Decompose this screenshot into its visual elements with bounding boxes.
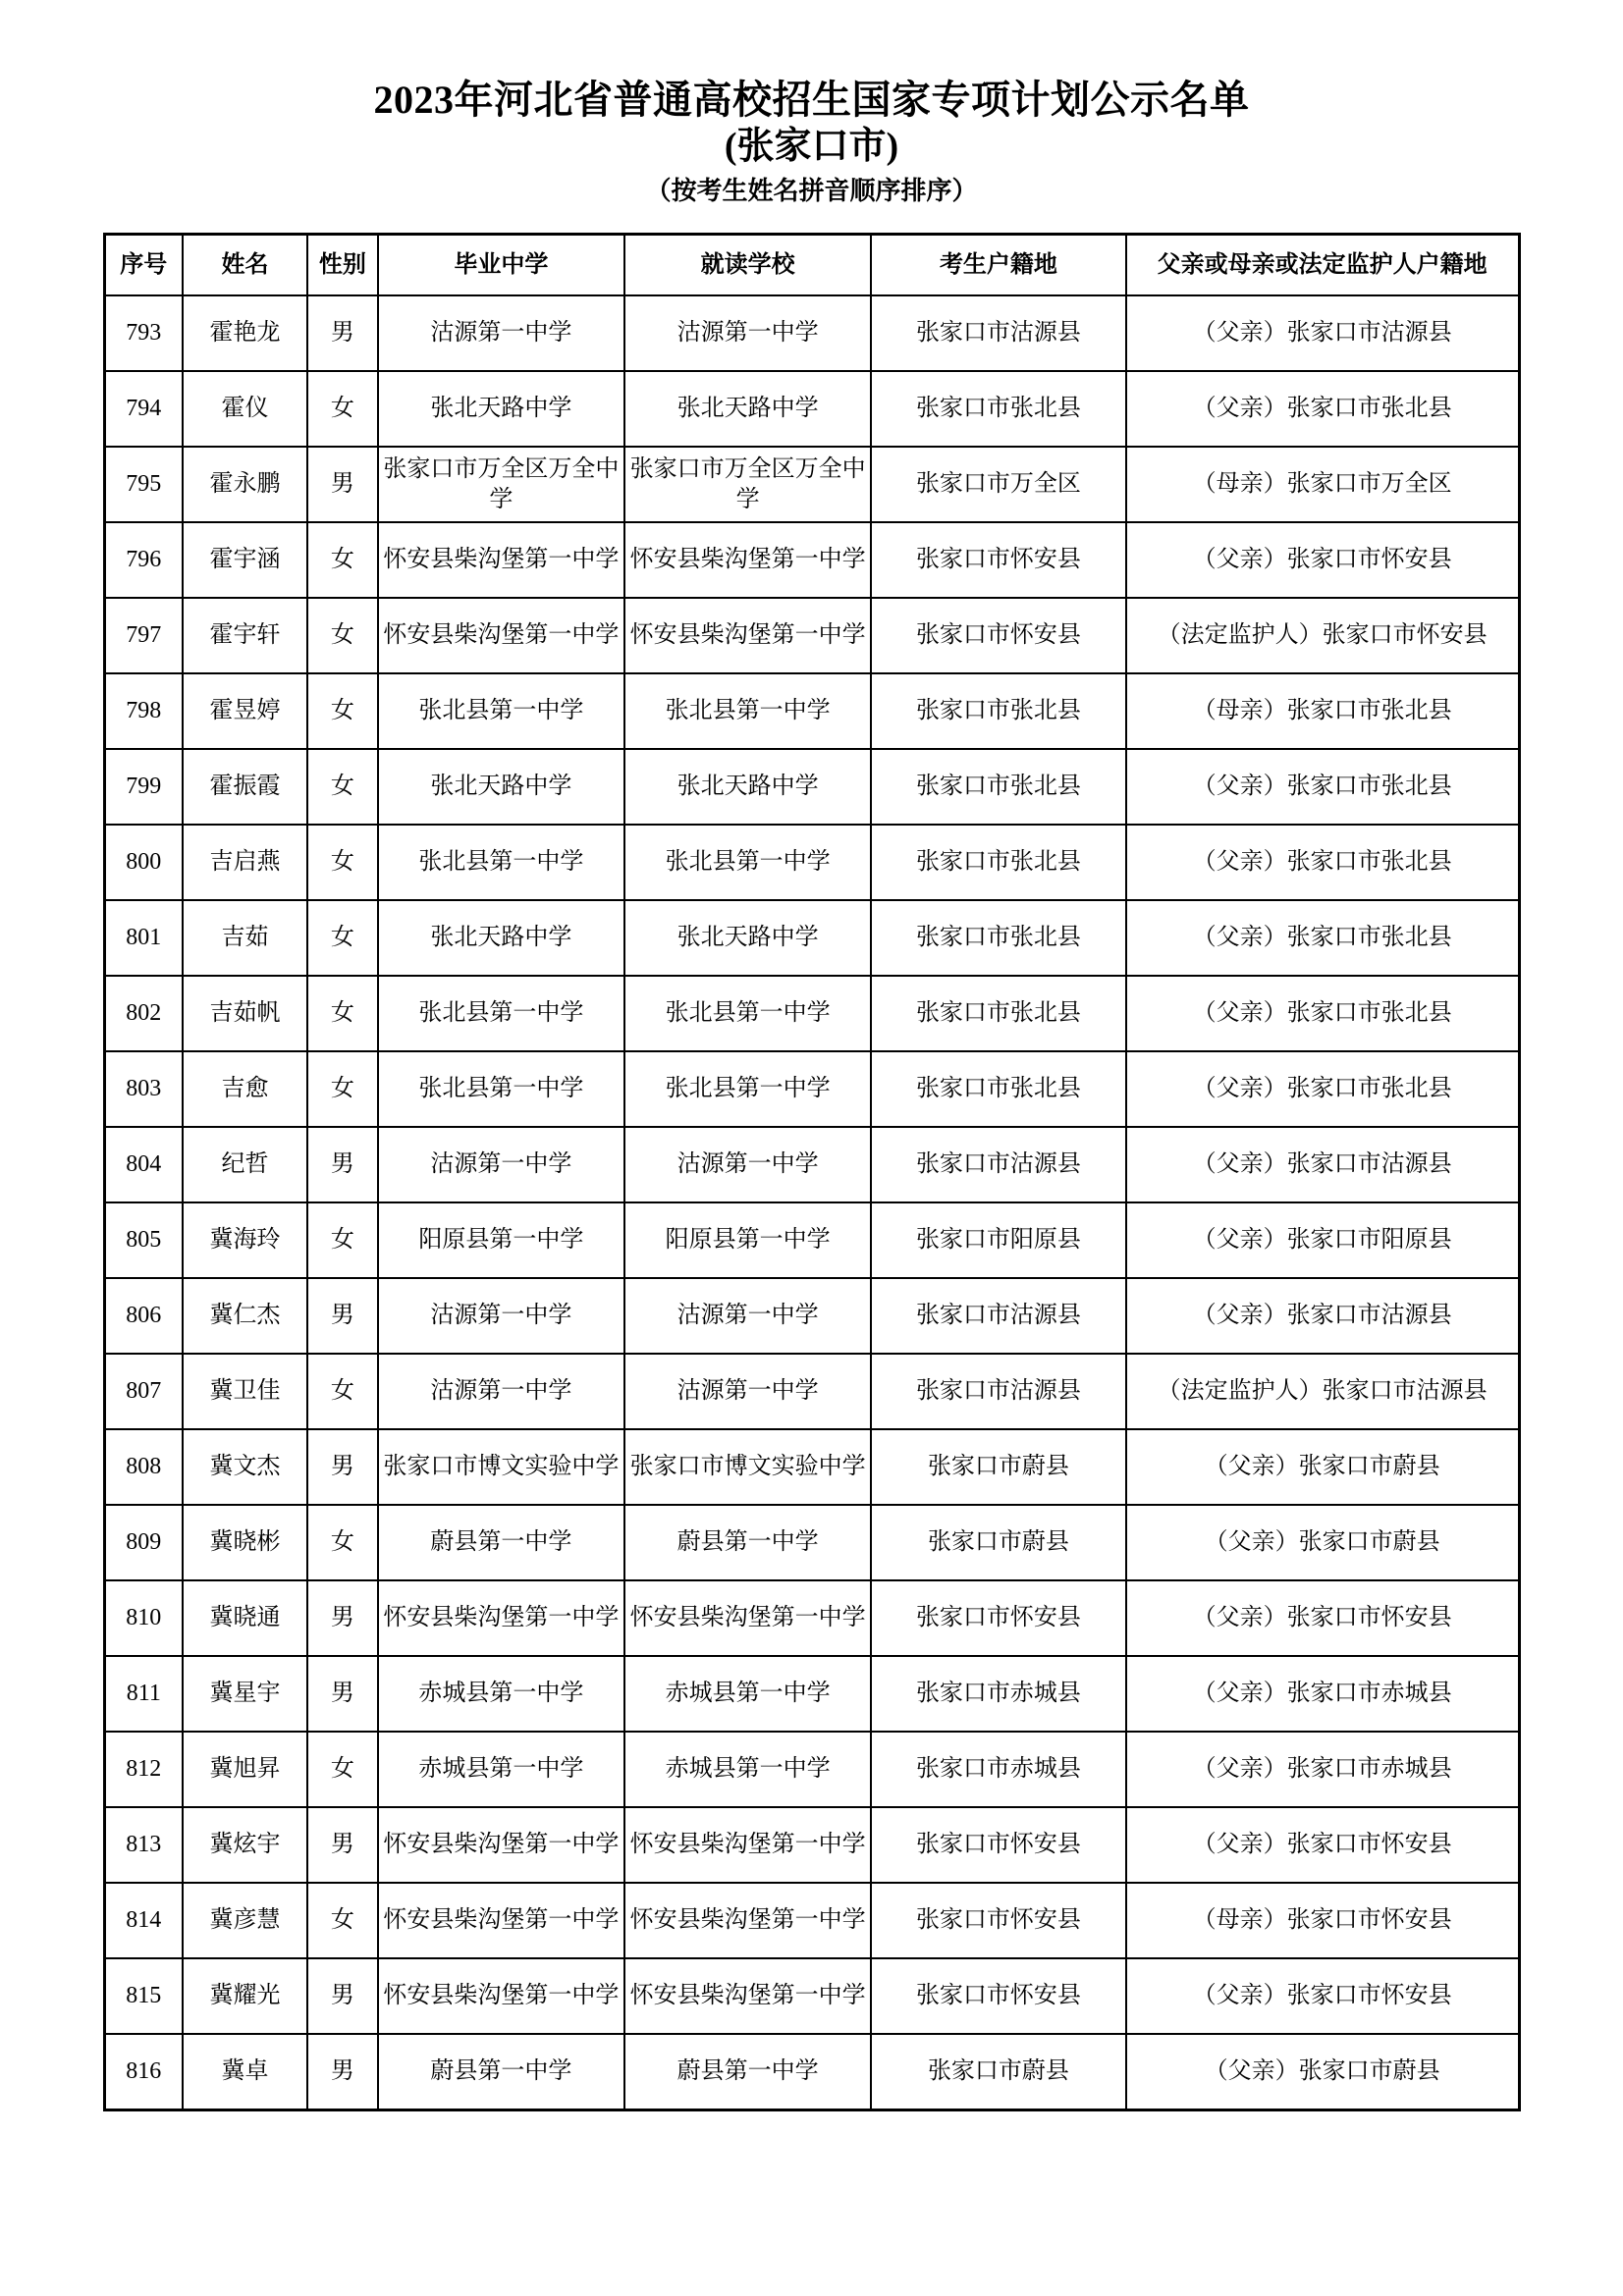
- cell-student-hukou: 张家口市怀安县: [871, 1883, 1125, 1958]
- cell-graduated-school: 怀安县柴沟堡第一中学: [378, 598, 624, 673]
- table-row: [104, 1732, 1519, 1807]
- cell-graduated-school: 蔚县第一中学: [378, 2034, 624, 2110]
- cell-graduated-school: 沽源第一中学: [378, 1127, 624, 1202]
- cell-seq: 807: [104, 1354, 183, 1429]
- cell-seq: 796: [104, 522, 183, 598]
- cell-guardian-hukou: （父亲）张家口市沽源县: [1126, 1127, 1519, 1202]
- cell-student-hukou: 张家口市张北县: [871, 900, 1125, 976]
- cell-seq: 814: [104, 1883, 183, 1958]
- cell-seq: 800: [104, 825, 183, 900]
- cell-seq: 811: [104, 1656, 183, 1732]
- cell-student-hukou: 张家口市沽源县: [871, 1278, 1125, 1354]
- cell-graduated-school: 沽源第一中学: [378, 1354, 624, 1429]
- table-row: [104, 1580, 1519, 1656]
- cell-guardian-hukou: （父亲）张家口市阳原县: [1126, 1202, 1519, 1278]
- table-row: [104, 1807, 1519, 1883]
- sort-order-note: （按考生姓名拼音顺序排序）: [645, 176, 978, 205]
- cell-seq: 799: [104, 749, 183, 825]
- cell-graduated-school: 怀安县柴沟堡第一中学: [378, 1883, 624, 1958]
- cell-study-school: 怀安县柴沟堡第一中学: [624, 598, 871, 673]
- cell-study-school: 怀安县柴沟堡第一中学: [624, 1958, 871, 2034]
- cell-study-school: 张北天路中学: [624, 371, 871, 447]
- cell-guardian-hukou: （父亲）张家口市蔚县: [1126, 1505, 1519, 1580]
- cell-student-hukou: 张家口市蔚县: [871, 2034, 1125, 2110]
- cell-seq: 815: [104, 1958, 183, 2034]
- cell-gender: 女: [307, 371, 378, 447]
- cell-gender: 女: [307, 1732, 378, 1807]
- table-row: [104, 1505, 1519, 1580]
- cell-seq: 801: [104, 900, 183, 976]
- table-row: [104, 522, 1519, 598]
- cell-gender: 男: [307, 1127, 378, 1202]
- column-header-seq: 序号: [104, 235, 183, 296]
- cell-student-hukou: 张家口市张北县: [871, 976, 1125, 1051]
- table-row: [104, 825, 1519, 900]
- cell-seq: 808: [104, 1429, 183, 1505]
- cell-study-school: 张北县第一中学: [624, 825, 871, 900]
- cell-gender: 女: [307, 1051, 378, 1127]
- cell-seq: 795: [104, 447, 183, 522]
- cell-name: 霍昱婷: [183, 673, 307, 749]
- cell-name: 冀耀光: [183, 1958, 307, 2034]
- column-header-name: 姓名: [183, 235, 307, 296]
- cell-study-school: 蔚县第一中学: [624, 2034, 871, 2110]
- cell-study-school: 沽源第一中学: [624, 1278, 871, 1354]
- cell-seq: 797: [104, 598, 183, 673]
- cell-gender: 男: [307, 1278, 378, 1354]
- table-row: [104, 1958, 1519, 2034]
- cell-study-school: 赤城县第一中学: [624, 1732, 871, 1807]
- cell-name: 纪哲: [183, 1127, 307, 1202]
- cell-study-school: 沽源第一中学: [624, 1354, 871, 1429]
- cell-name: 霍振霞: [183, 749, 307, 825]
- table-header: [104, 235, 1519, 296]
- cell-student-hukou: 张家口市张北县: [871, 371, 1125, 447]
- table-row: [104, 1883, 1519, 1958]
- cell-graduated-school: 赤城县第一中学: [378, 1656, 624, 1732]
- cell-guardian-hukou: （父亲）张家口市张北县: [1126, 825, 1519, 900]
- cell-seq: 816: [104, 2034, 183, 2110]
- cell-seq: 794: [104, 371, 183, 447]
- cell-student-hukou: 张家口市沽源县: [871, 1354, 1125, 1429]
- cell-name: 冀晓通: [183, 1580, 307, 1656]
- cell-gender: 女: [307, 900, 378, 976]
- cell-guardian-hukou: （母亲）张家口市万全区: [1126, 447, 1519, 522]
- cell-seq: 813: [104, 1807, 183, 1883]
- column-header-gender: 性别: [307, 235, 378, 296]
- cell-graduated-school: 赤城县第一中学: [378, 1732, 624, 1807]
- cell-seq: 804: [104, 1127, 183, 1202]
- cell-seq: 810: [104, 1580, 183, 1656]
- cell-name: 霍永鹏: [183, 447, 307, 522]
- cell-seq: 809: [104, 1505, 183, 1580]
- column-header-study-school: 就读学校: [624, 235, 871, 296]
- cell-student-hukou: 张家口市阳原县: [871, 1202, 1125, 1278]
- cell-graduated-school: 张北县第一中学: [378, 1051, 624, 1127]
- cell-gender: 女: [307, 976, 378, 1051]
- table-row: [104, 371, 1519, 447]
- cell-guardian-hukou: （法定监护人）张家口市怀安县: [1126, 598, 1519, 673]
- cell-gender: 女: [307, 1354, 378, 1429]
- cell-name: 冀仁杰: [183, 1278, 307, 1354]
- cell-guardian-hukou: （父亲）张家口市赤城县: [1126, 1656, 1519, 1732]
- cell-gender: 男: [307, 1580, 378, 1656]
- cell-name: 吉茹: [183, 900, 307, 976]
- cell-graduated-school: 张北天路中学: [378, 900, 624, 976]
- cell-name: 冀星宇: [183, 1656, 307, 1732]
- cell-name: 冀海玲: [183, 1202, 307, 1278]
- cell-gender: 男: [307, 447, 378, 522]
- cell-name: 吉愈: [183, 1051, 307, 1127]
- cell-guardian-hukou: （父亲）张家口市蔚县: [1126, 2034, 1519, 2110]
- cell-guardian-hukou: （父亲）张家口市张北县: [1126, 1051, 1519, 1127]
- cell-name: 冀文杰: [183, 1429, 307, 1505]
- cell-guardian-hukou: （父亲）张家口市怀安县: [1126, 522, 1519, 598]
- cell-seq: 806: [104, 1278, 183, 1354]
- table-row: [104, 447, 1519, 522]
- cell-graduated-school: 沽源第一中学: [378, 1278, 624, 1354]
- cell-study-school: 张北天路中学: [624, 749, 871, 825]
- cell-graduated-school: 蔚县第一中学: [378, 1505, 624, 1580]
- cell-name: 霍宇轩: [183, 598, 307, 673]
- cell-graduated-school: 阳原县第一中学: [378, 1202, 624, 1278]
- cell-student-hukou: 张家口市怀安县: [871, 1580, 1125, 1656]
- cell-student-hukou: 张家口市沽源县: [871, 1127, 1125, 1202]
- cell-seq: 798: [104, 673, 183, 749]
- cell-student-hukou: 张家口市万全区: [871, 447, 1125, 522]
- cell-seq: 812: [104, 1732, 183, 1807]
- table-header-row: [104, 235, 1519, 296]
- cell-graduated-school: 张北天路中学: [378, 749, 624, 825]
- cell-graduated-school: 张家口市博文实验中学: [378, 1429, 624, 1505]
- cell-guardian-hukou: （母亲）张家口市张北县: [1126, 673, 1519, 749]
- cell-study-school: 赤城县第一中学: [624, 1656, 871, 1732]
- cell-graduated-school: 张北天路中学: [378, 371, 624, 447]
- cell-student-hukou: 张家口市沽源县: [871, 295, 1125, 371]
- cell-guardian-hukou: （父亲）张家口市怀安县: [1126, 1580, 1519, 1656]
- cell-gender: 女: [307, 1202, 378, 1278]
- table-row: [104, 2034, 1519, 2110]
- cell-name: 吉茹帆: [183, 976, 307, 1051]
- table-row: [104, 1429, 1519, 1505]
- cell-guardian-hukou: （父亲）张家口市张北县: [1126, 900, 1519, 976]
- cell-guardian-hukou: （父亲）张家口市张北县: [1126, 371, 1519, 447]
- cell-guardian-hukou: （母亲）张家口市怀安县: [1126, 1883, 1519, 1958]
- cell-gender: 男: [307, 295, 378, 371]
- cell-name: 霍仪: [183, 371, 307, 447]
- cell-gender: 女: [307, 598, 378, 673]
- cell-graduated-school: 怀安县柴沟堡第一中学: [378, 522, 624, 598]
- cell-gender: 男: [307, 1807, 378, 1883]
- cell-name: 吉启燕: [183, 825, 307, 900]
- cell-gender: 男: [307, 1656, 378, 1732]
- cell-study-school: 张北县第一中学: [624, 673, 871, 749]
- table-row: [104, 1051, 1519, 1127]
- cell-graduated-school: 怀安县柴沟堡第一中学: [378, 1807, 624, 1883]
- cell-study-school: 怀安县柴沟堡第一中学: [624, 522, 871, 598]
- cell-study-school: 张北县第一中学: [624, 976, 871, 1051]
- cell-study-school: 怀安县柴沟堡第一中学: [624, 1807, 871, 1883]
- cell-seq: 802: [104, 976, 183, 1051]
- table-body: [104, 295, 1519, 2110]
- cell-student-hukou: 张家口市张北县: [871, 825, 1125, 900]
- cell-gender: 男: [307, 1429, 378, 1505]
- cell-guardian-hukou: （父亲）张家口市张北县: [1126, 976, 1519, 1051]
- cell-student-hukou: 张家口市蔚县: [871, 1505, 1125, 1580]
- cell-guardian-hukou: （父亲）张家口市沽源县: [1126, 1278, 1519, 1354]
- cell-gender: 女: [307, 1883, 378, 1958]
- cell-seq: 793: [104, 295, 183, 371]
- cell-seq: 803: [104, 1051, 183, 1127]
- column-header-guardian-hukou: 父亲或母亲或法定监护人户籍地: [1126, 235, 1519, 296]
- table-row: [104, 1354, 1519, 1429]
- page-title: 2023年河北省普通高校招生国家专项计划公示名单: [373, 78, 1250, 122]
- roster-table-wrapper: [103, 233, 1521, 2111]
- cell-graduated-school: 沽源第一中学: [378, 295, 624, 371]
- cell-student-hukou: 张家口市蔚县: [871, 1429, 1125, 1505]
- title-block: [0, 0, 1623, 207]
- cell-student-hukou: 张家口市怀安县: [871, 1807, 1125, 1883]
- roster-table: [103, 233, 1521, 2111]
- cell-guardian-hukou: （父亲）张家口市怀安县: [1126, 1958, 1519, 2034]
- cell-study-school: 张家口市万全区万全中学: [624, 447, 871, 522]
- table-row: [104, 976, 1519, 1051]
- cell-graduated-school: 张北县第一中学: [378, 673, 624, 749]
- cell-gender: 女: [307, 522, 378, 598]
- cell-name: 冀晓彬: [183, 1505, 307, 1580]
- table-row: [104, 1127, 1519, 1202]
- cell-gender: 女: [307, 749, 378, 825]
- cell-gender: 男: [307, 2034, 378, 2110]
- cell-student-hukou: 张家口市怀安县: [871, 522, 1125, 598]
- cell-study-school: 张北天路中学: [624, 900, 871, 976]
- cell-study-school: 蔚县第一中学: [624, 1505, 871, 1580]
- cell-graduated-school: 张北县第一中学: [378, 976, 624, 1051]
- cell-student-hukou: 张家口市张北县: [871, 749, 1125, 825]
- cell-graduated-school: 张北县第一中学: [378, 825, 624, 900]
- cell-guardian-hukou: （父亲）张家口市沽源县: [1126, 295, 1519, 371]
- table-row: [104, 1278, 1519, 1354]
- table-row: [104, 295, 1519, 371]
- cell-name: 霍宇涵: [183, 522, 307, 598]
- table-row: [104, 598, 1519, 673]
- cell-study-school: 怀安县柴沟堡第一中学: [624, 1580, 871, 1656]
- cell-student-hukou: 张家口市怀安县: [871, 598, 1125, 673]
- column-header-graduated-school: 毕业中学: [378, 235, 624, 296]
- cell-name: 冀旭昇: [183, 1732, 307, 1807]
- cell-guardian-hukou: （父亲）张家口市蔚县: [1126, 1429, 1519, 1505]
- cell-student-hukou: 张家口市赤城县: [871, 1732, 1125, 1807]
- cell-student-hukou: 张家口市赤城县: [871, 1656, 1125, 1732]
- cell-guardian-hukou: （父亲）张家口市张北县: [1126, 749, 1519, 825]
- cell-name: 冀卫佳: [183, 1354, 307, 1429]
- cell-name: 霍艳龙: [183, 295, 307, 371]
- cell-guardian-hukou: （法定监护人）张家口市沽源县: [1126, 1354, 1519, 1429]
- cell-study-school: 沽源第一中学: [624, 1127, 871, 1202]
- cell-name: 冀炫宇: [183, 1807, 307, 1883]
- cell-study-school: 怀安县柴沟堡第一中学: [624, 1883, 871, 1958]
- table-row: [104, 749, 1519, 825]
- cell-seq: 805: [104, 1202, 183, 1278]
- table-row: [104, 900, 1519, 976]
- cell-gender: 男: [307, 1958, 378, 2034]
- cell-study-school: 阳原县第一中学: [624, 1202, 871, 1278]
- cell-student-hukou: 张家口市怀安县: [871, 1958, 1125, 2034]
- table-row: [104, 1656, 1519, 1732]
- table-row: [104, 1202, 1519, 1278]
- column-header-student-hukou: 考生户籍地: [871, 235, 1125, 296]
- cell-graduated-school: 怀安县柴沟堡第一中学: [378, 1958, 624, 2034]
- cell-name: 冀彦慧: [183, 1883, 307, 1958]
- table-row: [104, 673, 1519, 749]
- cell-study-school: 张北县第一中学: [624, 1051, 871, 1127]
- cell-gender: 女: [307, 825, 378, 900]
- cell-student-hukou: 张家口市张北县: [871, 673, 1125, 749]
- cell-guardian-hukou: （父亲）张家口市赤城县: [1126, 1732, 1519, 1807]
- cell-graduated-school: 怀安县柴沟堡第一中学: [378, 1580, 624, 1656]
- cell-study-school: 沽源第一中学: [624, 295, 871, 371]
- page-subtitle: (张家口市): [724, 126, 899, 168]
- cell-gender: 女: [307, 1505, 378, 1580]
- cell-student-hukou: 张家口市张北县: [871, 1051, 1125, 1127]
- cell-guardian-hukou: （父亲）张家口市怀安县: [1126, 1807, 1519, 1883]
- cell-name: 冀卓: [183, 2034, 307, 2110]
- cell-graduated-school: 张家口市万全区万全中学: [378, 447, 624, 522]
- cell-study-school: 张家口市博文实验中学: [624, 1429, 871, 1505]
- cell-gender: 女: [307, 673, 378, 749]
